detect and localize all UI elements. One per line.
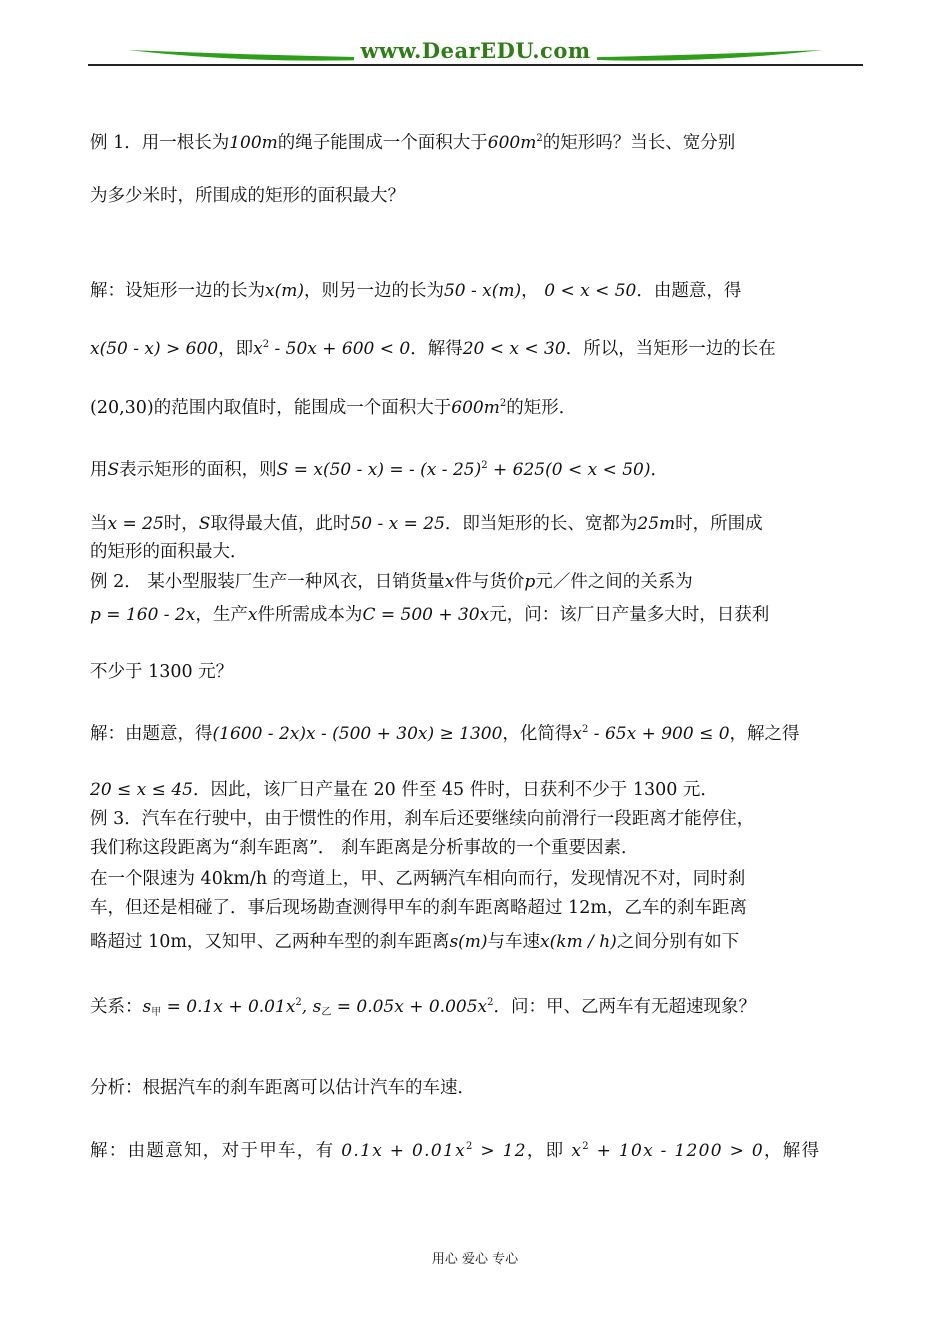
example1-solution-line4: 用S表示矩形的面积，则S = x(50 - x) = - (x - 25)$^2$ + 625(0 < x < 50)． — [90, 460, 668, 480]
example2-question-line3: 不少于 1300 元？ — [90, 662, 234, 682]
site-logo: www.DearEDU.com — [88, 38, 863, 63]
example2-question-line2: p = 160 - 2x，生产x件所需成本为C = 500 + 30x元，问：该厂日产量多大时，日获利 — [90, 605, 770, 625]
example2-solution-line1: 解：由题意，得(1600 - 2x)x - (500 + 30x) ≥ 1300，化简得$x^2 - 65x + 900 \le 0$，解之得 — [90, 724, 800, 744]
header-rule — [88, 64, 863, 66]
example3-question-line4: 车，但还是相碰了．事后现场勘查测得甲车的刹车距离略超过 12m，乙车的刹车距离 — [90, 898, 747, 918]
example3-analysis: 分析：根据汽车的刹车距离可以估计汽车的车速． — [90, 1078, 475, 1098]
example1-solution-line3: (20,30)的范围内取值时，能围成一个面积大于$600m^2$的矩形． — [90, 398, 577, 418]
example3-solution-line1: 解：由题意知，对于甲车，有 $0.1x + 0.01x^2 > 12$，即 $x^2 + 10x - 1200 > 0$，解得 — [90, 1141, 821, 1161]
example3-question-line3: 在一个限速为 40km/h 的弯道上，甲、乙两辆汽车相向而行，发现情况不对，同时刹 — [90, 869, 746, 889]
example1-question-line2: 为多少米时，所围成的矩形的面积最大？ — [90, 186, 405, 206]
example3-question-line6: 关系：s甲 = $0.1x + 0.01x^2$, s乙 = $0.05x + 0.005x^2$．问：甲、乙两车有无超速现象？ — [90, 997, 757, 1018]
example3-question-line2: 我们称这段距离为“刹车距离”． 刹车距离是分析事故的一个重要因素． — [90, 838, 639, 858]
example1-solution-line5: 当x = 25时，S取得最大值，此时50 - x = 25．即当矩形的长、宽都为25m时，所围成 — [90, 514, 763, 534]
example1-solution-line1: 解：设矩形一边的长为x(m)，则另一边的长为50 - x(m)， 0 < x < 50．由题意，得 — [90, 281, 742, 301]
page-header — [88, 36, 863, 70]
example1-solution-line6: 的矩形的面积最大． — [90, 542, 248, 562]
example2-question-line1: 例 2． 某小型服装厂生产一种风衣，日销货量x件与货价p元／件之间的关系为 — [90, 572, 693, 592]
example1-solution-line2: x(50 - x) > 600，即$x^2 - 50x + 600 < 0$．解得20 < x < 30．所以，当矩形一边的长在 — [90, 339, 776, 359]
example3-question-line1: 例 3．汽车在行驶中，由于惯性的作用，刹车后还要继续向前滑行一段距离才能停住， — [90, 809, 755, 829]
example1-question-line1: 例 1．用一根长为100m的绳子能围成一个面积大于$600m^2$的矩形吗？当长、宽分别 — [90, 133, 736, 153]
example3-question-line5: 略超过 10m，又知甲、乙两种车型的刹车距离s(m)与车速x(km / h)之间分别有如下 — [90, 932, 740, 952]
example2-solution-line2: 20 ≤ x ≤ 45．因此，该厂日产量在 20 件至 45 件时，日获利不少于 1300 元． — [90, 780, 718, 800]
page-footer: 用心 爱心 专心 — [431, 1252, 519, 1267]
